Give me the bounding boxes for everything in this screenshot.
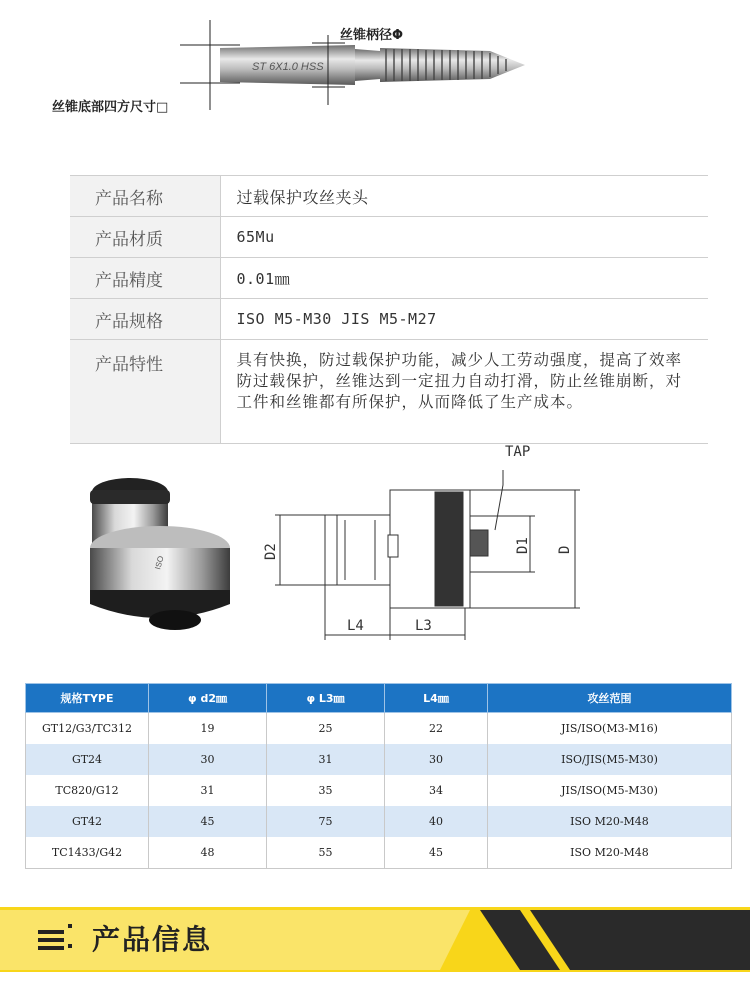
cell-l3: 55: [267, 837, 385, 869]
cell-d2: 45: [149, 806, 267, 837]
table-row: [26, 775, 732, 806]
menu-icon-dot: [68, 944, 72, 948]
spec-value: 0.01㎜: [220, 258, 708, 299]
cell-d2: 31: [149, 775, 267, 806]
spec-row-precision: [70, 258, 708, 299]
cell-l3: 75: [267, 806, 385, 837]
menu-icon-dot: [68, 924, 72, 928]
cell-type: TC820/G12: [26, 775, 149, 806]
cell-type: GT24: [26, 744, 149, 775]
table-row: [26, 713, 732, 745]
banner-title: 产品信息: [92, 923, 213, 956]
l3-label: L3: [415, 618, 432, 634]
tap-holder-photo: [70, 470, 245, 645]
size-table-header: [26, 684, 732, 713]
d2-label: D2: [263, 543, 279, 560]
spec-key: 产品精度: [70, 258, 220, 299]
tap-engraving: ST 6X1.0 HSS: [252, 61, 324, 73]
cell-l3: 31: [267, 744, 385, 775]
table-row: [26, 744, 732, 775]
cell-l3: 25: [267, 713, 385, 745]
spec-key: 产品特性: [70, 340, 220, 444]
header-l3: φ L3㎜: [267, 684, 385, 713]
square-size-label: 丝锥底部四方尺寸□: [52, 100, 169, 115]
header-d2: φ d2㎜: [149, 684, 267, 713]
table-row: [26, 837, 732, 869]
spec-table: [70, 175, 708, 444]
header-range: 攻丝范围: [488, 684, 732, 713]
cell-range: ISO M20-M48: [488, 806, 732, 837]
cell-l4: 34: [385, 775, 488, 806]
cell-d2: 19: [149, 713, 267, 745]
cell-range: JIS/ISO(M3-M16): [488, 713, 732, 745]
technical-drawing: [245, 440, 590, 640]
cell-type: GT42: [26, 806, 149, 837]
shank-diameter-label: 丝锥柄径Φ: [340, 28, 404, 43]
spec-row-name: [70, 176, 708, 217]
header-type: 规格TYPE: [26, 684, 149, 713]
spec-value: 具有快换，防过载保护功能，减少人工劳动强度，提高了效率防过载保护，丝锥达到一定扭力自动打滑，防止丝锥崩断，对工件和丝锥都有所保护，从而降低了生产成本。: [220, 340, 708, 444]
cell-type: GT12/G3/TC312: [26, 713, 149, 745]
cell-type: TC1433/G42: [26, 837, 149, 869]
header-l4: L4㎜: [385, 684, 488, 713]
spec-key: 产品规格: [70, 299, 220, 340]
spec-row-features: [70, 340, 708, 444]
cell-l4: 45: [385, 837, 488, 869]
menu-icon-bar: [38, 946, 64, 950]
l4-label: L4: [347, 618, 364, 634]
cell-l4: 22: [385, 713, 488, 745]
cell-d2: 48: [149, 837, 267, 869]
spec-value: ISO M5-M30 JIS M5-M27: [220, 299, 708, 340]
table-row: [26, 806, 732, 837]
spec-value: 过载保护攻丝夹头: [220, 176, 708, 217]
d-label: D: [557, 545, 573, 554]
spec-key: 产品名称: [70, 176, 220, 217]
cell-range: ISO/JIS(M5-M30): [488, 744, 732, 775]
cell-range: JIS/ISO(M5-M30): [488, 775, 732, 806]
svg-text:ISO: ISO: [153, 554, 166, 571]
spec-row-material: [70, 217, 708, 258]
cell-l3: 35: [267, 775, 385, 806]
spec-key: 产品材质: [70, 217, 220, 258]
cell-range: ISO M20-M48: [488, 837, 732, 869]
spec-row-spec: [70, 299, 708, 340]
spec-value: 65Mu: [220, 217, 708, 258]
size-table: [25, 683, 732, 869]
cell-d2: 30: [149, 744, 267, 775]
cell-l4: 30: [385, 744, 488, 775]
menu-icon-bar: [38, 938, 64, 942]
menu-icon-bar: [38, 930, 64, 934]
cell-l4: 40: [385, 806, 488, 837]
tap-label: TAP: [505, 444, 531, 460]
d1-label: D1: [515, 537, 531, 554]
